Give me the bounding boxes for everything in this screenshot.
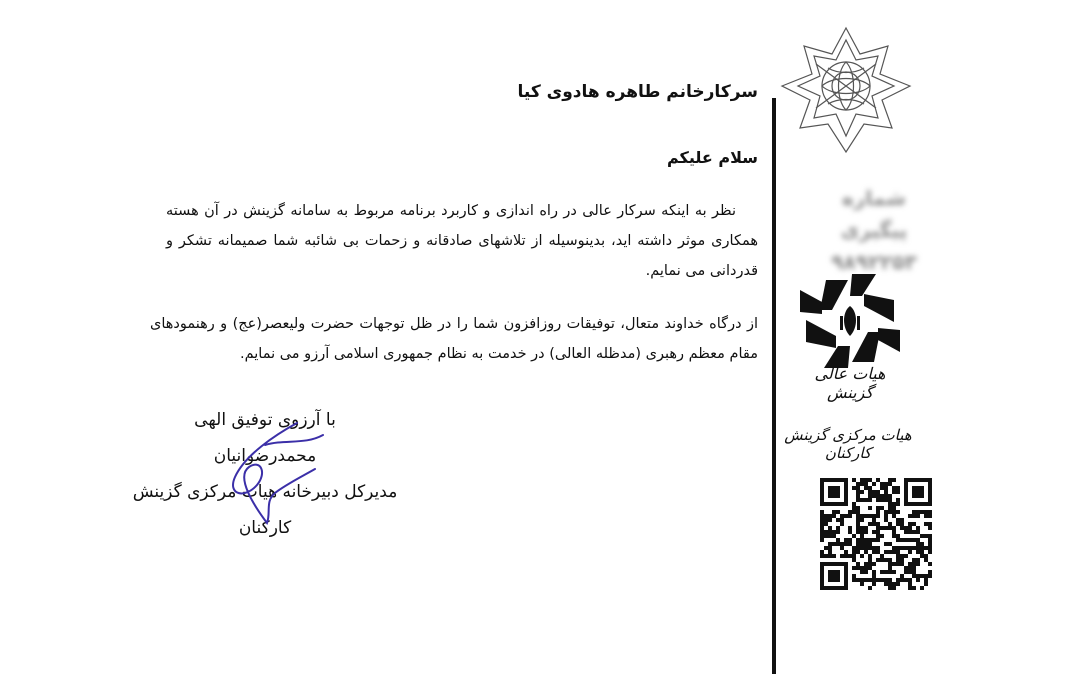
recipient-name: سرکارخانم طاهره هادوی کیا bbox=[517, 82, 758, 102]
signer-name: محمدرضوانیان bbox=[213, 446, 317, 466]
logo-caption: هیات عالی گزینش bbox=[814, 364, 886, 402]
handwritten-signature bbox=[205, 415, 335, 530]
org-caption: هیات مرکزی گزینش کارکنان bbox=[784, 426, 912, 462]
body-paragraph-1: نظر به اینکه سرکار عالی در راه اندازی و کاربرد برنامه مربوط به سامانه گزینش در آن هسته همکاری موثر داشته اید، بدینوسیله از تلاشهای صادقانه و زحمات بی شائبه شما صمیمانه تشکر و قدردانی می نمایم. bbox=[166, 203, 758, 279]
signer-title: مدیرکل دبیرخانه هیات مرکزی گزینش bbox=[132, 482, 398, 502]
organization-logo-icon bbox=[796, 270, 904, 372]
vertical-divider bbox=[772, 98, 776, 674]
greeting: سلام علیکم bbox=[666, 148, 758, 167]
body-paragraph-2: از درگاه خداوند متعال، توفیقات روزافزون شما را در ظل توجهات حضرت ولیعصر(عج) و رهنمودهای مقام معظم رهبری (مدظله العالی) در خدمت به نظام جمهوری اسلامی آرزو می نمایم. bbox=[150, 316, 758, 362]
tracking-number: ۹۸۹۲۲۵۳ bbox=[831, 250, 917, 274]
qr-code-icon bbox=[820, 478, 932, 590]
tracking-label: شماره پیگیری bbox=[840, 186, 908, 242]
closing-wish: با آرزوی توفیق الهی bbox=[194, 410, 336, 430]
ornamental-emblem-icon bbox=[776, 24, 916, 158]
tracking-number-box bbox=[818, 182, 930, 274]
signer-title-continued: کارکنان bbox=[238, 518, 292, 538]
